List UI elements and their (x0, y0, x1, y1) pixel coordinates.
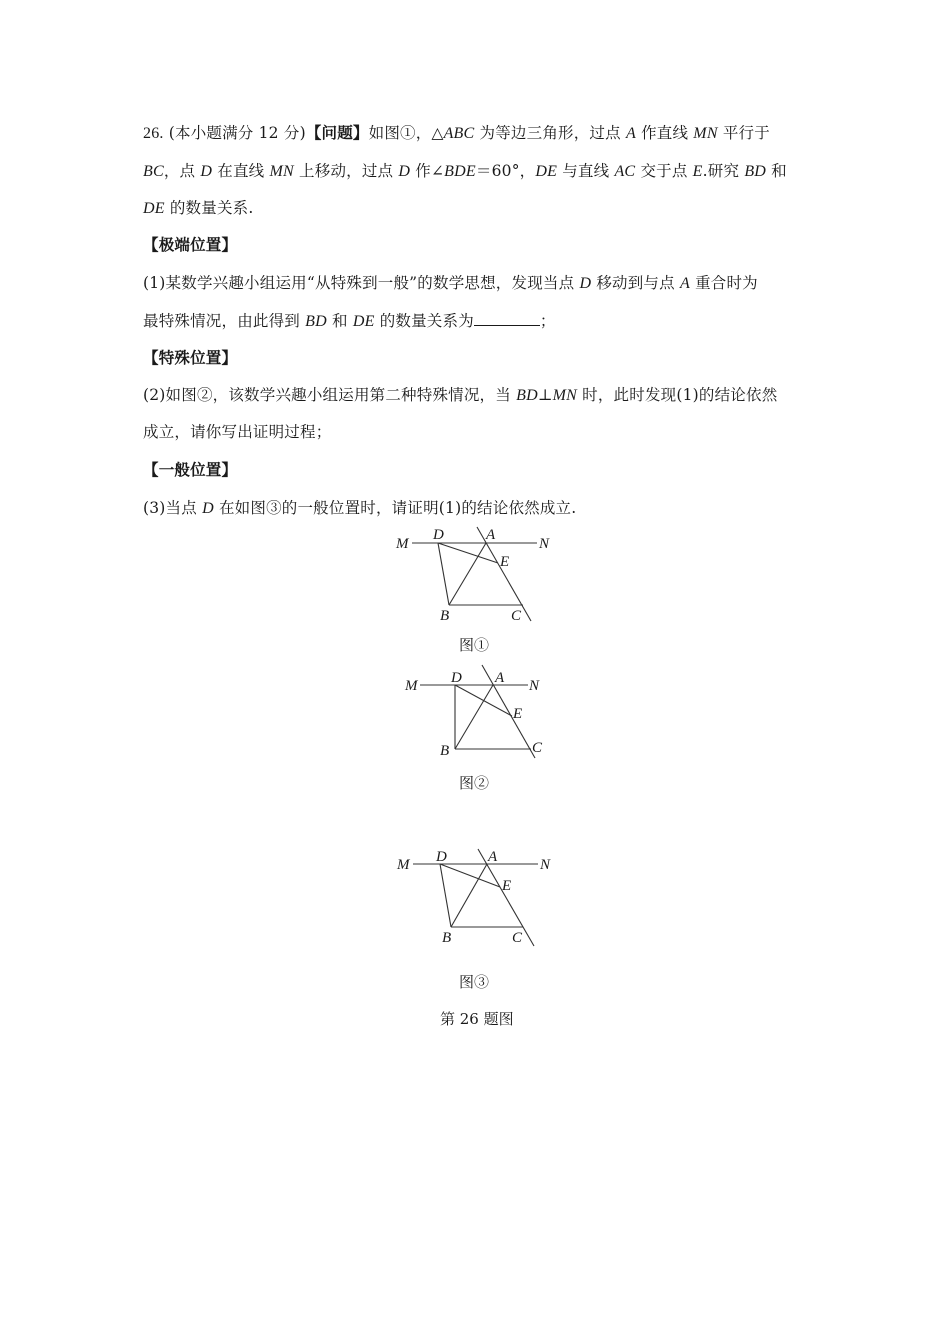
part-2-heading: 【特殊位置】 (143, 348, 238, 367)
fig2-label-C: C (532, 740, 543, 756)
text: ； (539, 312, 556, 330)
figure-2-caption: 图② (459, 774, 490, 792)
fig3-label-C: C (512, 930, 523, 946)
fig3-label-M: M (397, 857, 410, 873)
fig2-label-N: N (529, 678, 540, 694)
fig3-label-B: B (442, 930, 452, 946)
text: 平行于 (717, 124, 770, 142)
math-var: DE (143, 200, 165, 217)
math-var: DE (535, 163, 558, 180)
math-var: BD (516, 387, 538, 404)
text: 为等边三角形，过点 (474, 124, 626, 142)
text: (3)当点 (143, 499, 203, 517)
text: 和 (766, 162, 787, 180)
text: 作直线 (635, 124, 694, 142)
math-var: AC (614, 163, 636, 180)
fig1-label-N: N (539, 536, 550, 552)
perpendicular-symbol: ⊥ (537, 386, 553, 404)
text: 时，此时发现(1)的结论依然 (577, 386, 778, 404)
text: 交于点 (635, 162, 693, 180)
fig1-label-E: E (500, 554, 510, 570)
text: 最特殊情况，由此得到 (143, 312, 306, 330)
math-var: MN (693, 125, 718, 142)
text: 和 (326, 312, 353, 330)
score-note: (本小题满分 12 分) (168, 124, 306, 142)
figure-3-caption: 图③ (459, 973, 490, 991)
fig1-label-D: D (433, 527, 444, 543)
part-1-heading: 【极端位置】 (143, 235, 238, 254)
text: 如图①，△ (368, 124, 444, 142)
figure-group-caption: 第 26 题图 (440, 1010, 514, 1028)
fig2-label-A: A (495, 670, 505, 686)
text: 在直线 (212, 162, 270, 180)
math-var: BD (744, 163, 767, 180)
text: (1)某数学兴趣小组运用“从特殊到一般”的数学思想，发现当点 (143, 274, 580, 292)
text: .研究 (702, 162, 745, 180)
fig2-label-E: E (513, 706, 523, 722)
math-var: MN (269, 163, 294, 180)
math-var: D (202, 500, 214, 517)
text: (2)如图②，该数学兴趣小组运用第二种特殊情况，当 (143, 386, 517, 404)
figure-1-diagram (412, 527, 537, 621)
math-var: DE (352, 313, 375, 330)
math-var: D (200, 163, 213, 180)
text: 移动到与点 (591, 274, 680, 292)
math-var: BC (143, 163, 164, 180)
math-var: D (398, 163, 411, 180)
text: 与直线 (557, 162, 615, 180)
math-var: BDE (444, 163, 476, 180)
text: 的数量关系为 (374, 312, 474, 330)
text: 在如图③的一般位置时，请证明(1)的结论依然成立. (213, 499, 577, 517)
text: ＝60°， (475, 162, 536, 180)
fig3-label-E: E (502, 878, 512, 894)
text: 作∠ (410, 162, 445, 180)
fig2-label-M: M (405, 678, 418, 694)
section-label-problem: 【问题】 (305, 123, 369, 142)
fig3-label-A: A (488, 849, 498, 865)
fig2-label-B: B (440, 743, 450, 759)
text: 的数量关系. (164, 199, 254, 217)
math-var: A (625, 125, 636, 142)
text: 上移动，过点 (293, 162, 399, 180)
fig1-label-C: C (511, 608, 522, 624)
problem-number: 26. (143, 125, 164, 142)
text: ，点 (163, 162, 201, 180)
fig3-label-N: N (540, 857, 551, 873)
text: 重合时为 (689, 274, 758, 292)
math-var: D (579, 275, 592, 292)
math-var: E (692, 163, 703, 180)
fig3-label-D: D (436, 849, 447, 865)
fig1-label-B: B (440, 608, 450, 624)
math-var: ABC (443, 125, 475, 142)
math-var: MN (552, 387, 578, 404)
math-var: BD (305, 313, 327, 330)
fig1-label-M: M (396, 536, 409, 552)
figure-1-caption: 图① (459, 636, 490, 654)
text: 成立，请你写出证明过程； (143, 423, 332, 441)
fig1-label-A: A (486, 527, 496, 543)
fig2-label-D: D (451, 670, 462, 686)
part-3-heading: 【一般位置】 (143, 460, 238, 479)
math-var: A (679, 275, 690, 292)
